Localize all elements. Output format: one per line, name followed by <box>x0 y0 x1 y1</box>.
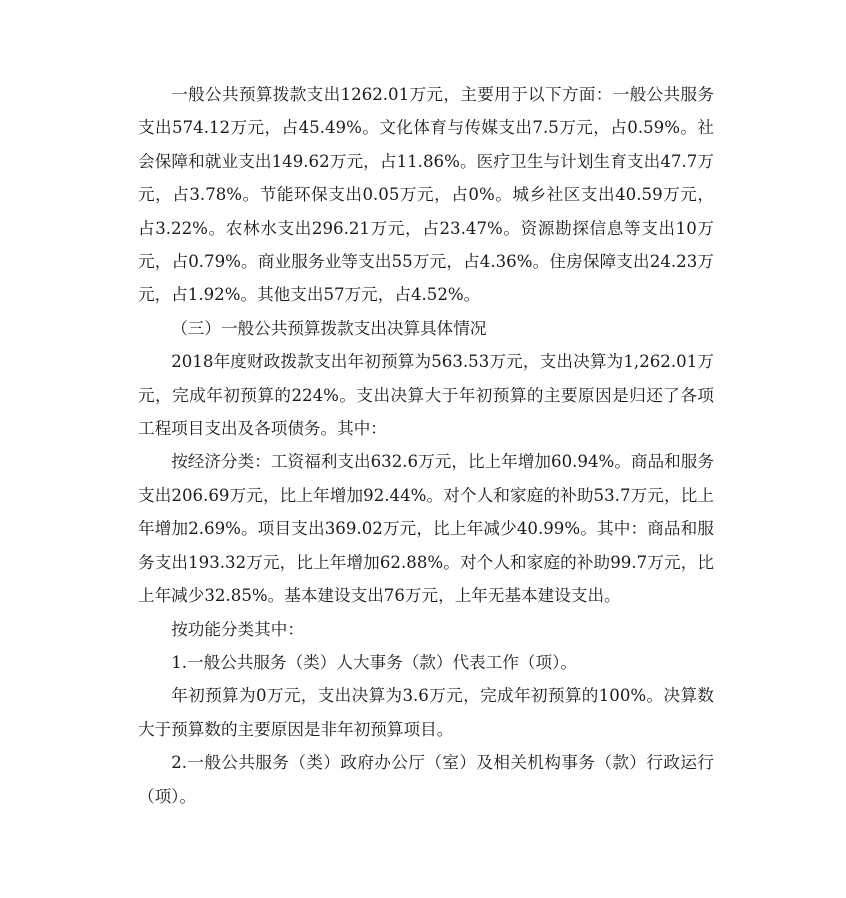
section-heading-3: （三）一般公共预算拨款支出决算具体情况 <box>171 318 487 338</box>
item-1-detail: 年初预算为0万元，支出决算为3.6万元，完成年初预算的100%。决算数大于预算数的主要原因是非年初预算项目。 <box>138 686 714 739</box>
paragraph-functional-classification-intro: 按功能分类其中： <box>171 619 304 639</box>
document-body <box>138 78 714 813</box>
item-1-heading: 1.一般公共服务（类）人大事务（款）代表工作（项）。 <box>171 652 577 672</box>
paragraph-economic-classification: 按经济分类：工资福利支出632.6万元，比上年增加60.94%。商品和服务支出206.69万元，比上年增加92.44%。对个人和家庭的补助53.7万元，比上年增加2.69%。项目支出369.02万元，比上年减少40.99%。其中：商品和服务支出193.32万元，比上年增加62.88%。对个人和家庭的补助99.7万元，比上年减少32.85%。基本建设支出76万元，上年无基本建设支出。 <box>138 452 714 606</box>
paragraph-expenditure-summary: 一般公共预算拨款支出1262.01万元，主要用于以下方面：一般公共服务支出574.12万元，占45.49%。文化体育与传媒支出7.5万元，占0.59%。社会保障和就业支出149.62万元，占11.86%。医疗卫生与计划生育支出47.7万元，占3.78%。节能环保支出0.05万元，占0%。城乡社区支出40.59万元，占3.22%。农林水支出296.21万元，占23.47%。资源勘探信息等支出10万元，占0.79%。商业服务业等支出55万元，占4.36%。住房保障支出24.23万元，占1.92%。其他支出57万元，占4.52%。 <box>138 85 714 305</box>
paragraph-budget-overview: 2018年度财政拨款支出年初预算为563.53万元，支出决算为1,262.01万元，完成年初预算的224%。支出决算大于年初预算的主要原因是归还了各项工程项目支出及各项债务。其中： <box>138 352 714 439</box>
item-2-heading: 2.一般公共服务（类）政府办公厅（室）及相关机构事务（款）行政运行（项）。 <box>138 753 714 806</box>
